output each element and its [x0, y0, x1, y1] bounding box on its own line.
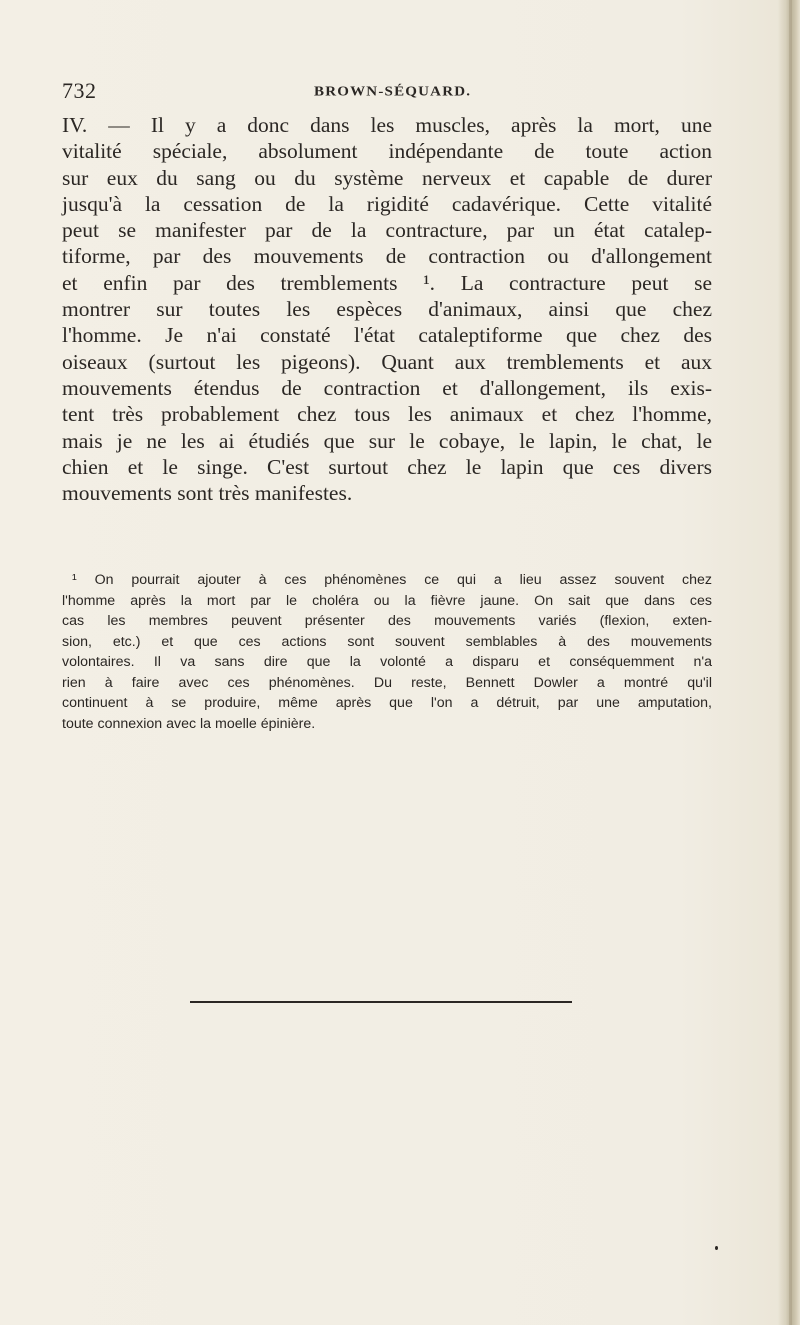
body-line: tent très probablement chez tous les animaux et chez l'homme,: [62, 402, 712, 427]
main-paragraph: [62, 112, 712, 506]
end-rule: [190, 1001, 572, 1003]
body-line: IV. — Il y a donc dans les muscles, après la mort, une: [62, 113, 712, 137]
body-line: mouvements étendus de contraction et d'allongement, ils exis-: [62, 375, 712, 400]
footnote-line: rien à faire avec ces phénomènes. Du reste, Bennett Dowler a montré qu'il: [62, 674, 712, 691]
footnote-line: l'homme après la mort par le choléra ou la fièvre jaune. On sait que dans ces: [62, 592, 712, 609]
footnote: [62, 570, 712, 734]
body-line: et enfin par des tremblements ¹. La contracture peut se: [62, 270, 712, 295]
body-line: tiforme, par des mouvements de contraction ou d'allongement: [62, 244, 712, 269]
footnote-line: continuent à se produire, même après que l'on a détruit, par une amputation,: [62, 695, 712, 711]
body-line: l'homme. Je n'ai constaté l'état cataleptiforme que chez des: [62, 323, 712, 348]
body-line: vitalité spéciale, absolument indépendante de toute action: [62, 139, 712, 164]
footnote-line: ¹ On pourrait ajouter à ces phénomènes ce qui a lieu assez souvent chez: [72, 572, 712, 588]
body-line: peut se manifester par de la contracture, par un état catalep-: [62, 218, 712, 243]
ink-speck: [715, 1246, 718, 1250]
running-head: BROWN-SÉQUARD.: [314, 84, 472, 100]
body-line: mais je ne les ai étudiés que sur le cobaye, le lapin, le chat, le: [62, 428, 712, 453]
page-edge-shadow: [789, 0, 792, 1325]
body-line: oiseaux (surtout les pigeons). Quant aux tremblements et aux: [62, 349, 712, 374]
footnote-line: volontaires. Il va sans dire que la volonté a disparu et conséquemment n'a: [62, 654, 712, 670]
footnote-line: cas les membres peuvent présenter des mouvements variés (flexion, exten-: [62, 613, 712, 629]
footnote-line: sion, etc.) et que ces actions sont souvent semblables à des mouvements: [62, 633, 712, 650]
page-header: [62, 78, 662, 108]
body-line: chien et le singe. C'est surtout chez le lapin que ces divers: [62, 454, 712, 479]
body-line: sur eux du sang ou du système nerveux et capable de durer: [62, 165, 712, 190]
body-line: mouvements sont très manifestes.: [62, 481, 353, 506]
body-line: montrer sur toutes les espèces d'animaux, ainsi que chez: [62, 297, 712, 322]
page-number: 732: [62, 78, 97, 103]
footnote-line: toute connexion avec la moelle épinière.: [62, 715, 316, 732]
body-line: jusqu'à la cessation de la rigidité cadavérique. Cette vitalité: [62, 191, 712, 216]
